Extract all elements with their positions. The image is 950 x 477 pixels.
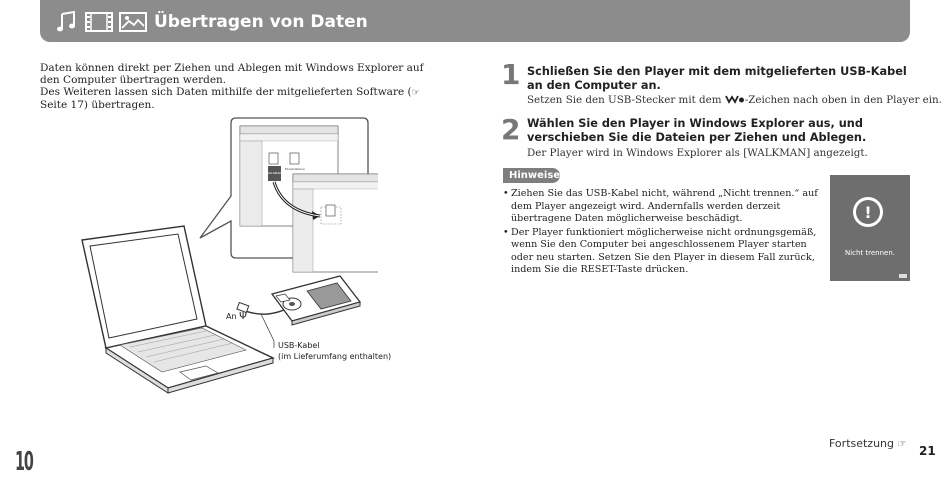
caption-usb-cable: [278, 340, 391, 362]
intro-paragraph-2-suffix: Seite 17) übertragen.: [40, 99, 155, 111]
music-file-label: Musikdateien: [285, 167, 305, 171]
intro-text: [40, 62, 440, 111]
step-1-number: 1: [501, 58, 521, 91]
step-1-title: Schließen Sie den Player mit dem mitgelieferten USB-Kabel an den Computer an.: [527, 65, 907, 92]
intro-paragraph-1: Daten können direkt per Ziehen und Ablegen mit Windows Explorer auf den Computer übertragen werden.: [40, 62, 424, 86]
section-header: [40, 0, 910, 42]
hinweise-label: Hinweise: [503, 168, 560, 183]
continue-arrow-icon: ☞: [897, 439, 907, 450]
note-text: Der Player funktioniert möglicherweise nicht ordnungsgemäß, wenn Sie den Computer bei angeschlossenem Player starten oder neu starten. Setzen Sie den Player in diesem Fall zurück, indem Sie die RESET-Taste drücken.: [511, 226, 817, 275]
bullet-icon: •: [503, 226, 509, 238]
video-film-icon: [85, 10, 113, 34]
bullet-icon: •: [503, 188, 509, 199]
step-1-body-prefix: Setzen Sie den USB-Stecker mit dem: [527, 94, 725, 106]
caption-an-text: An: [226, 312, 237, 321]
step-2-title: Wählen Sie den Player in Windows Explorer aus, und verschieben Sie die Dateien per Ziehen und Ablegen.: [527, 117, 867, 144]
step-2-number: 2: [501, 113, 521, 146]
hinweise-list: [503, 188, 818, 278]
walkman-player: [272, 276, 360, 325]
caption-usb-line-1: USB-Kabel: [278, 341, 320, 350]
step-1-body-suffix: -Zeichen nach oben in den Player ein.: [744, 94, 942, 106]
list-item: [503, 188, 818, 226]
list-item: [503, 227, 818, 277]
walkman-logo-icon: [725, 94, 745, 104]
step-1-body: [527, 94, 942, 106]
page-number: 21: [919, 444, 936, 458]
warning-icon: !: [853, 197, 883, 227]
header-icons: [55, 10, 147, 34]
intro-paragraph-2-prefix: Des Weiteren lassen sich Daten mithilfe der mitgelieferten Software (: [40, 86, 412, 98]
page-title: Übertragen von Daten: [154, 12, 368, 32]
note-text: Ziehen Sie das USB-Kabel nicht, während „Nicht trennen.“ auf dem Player angezeigt wird. Andernfalls werden derzeit übertragene Daten möglicherweise beschädigt.: [511, 188, 818, 224]
screen-message: Nicht trennen.: [844, 249, 896, 257]
photo-icon: [119, 10, 147, 34]
player-screen-image: [830, 175, 910, 281]
reference-icon: ☞: [411, 88, 420, 98]
continue-text: Fortsetzung: [829, 437, 895, 450]
screen-status-icon: [899, 274, 907, 278]
music-note-icon: [55, 10, 79, 34]
side-tab-number: 10: [15, 447, 33, 477]
caption-usb-port: [226, 311, 247, 322]
usb-symbol-icon: Ψ: [239, 311, 247, 322]
step-2-body: Der Player wird in Windows Explorer als [WALKMAN] angezeigt.: [527, 147, 868, 159]
walkman-label: WALKMAN: [266, 171, 282, 175]
continue-label: [829, 437, 906, 450]
explorer-window-front: [293, 174, 378, 272]
intro-paragraph-2: [40, 86, 440, 111]
caption-usb-line-2: (im Lieferumfang enthalten): [278, 352, 392, 361]
